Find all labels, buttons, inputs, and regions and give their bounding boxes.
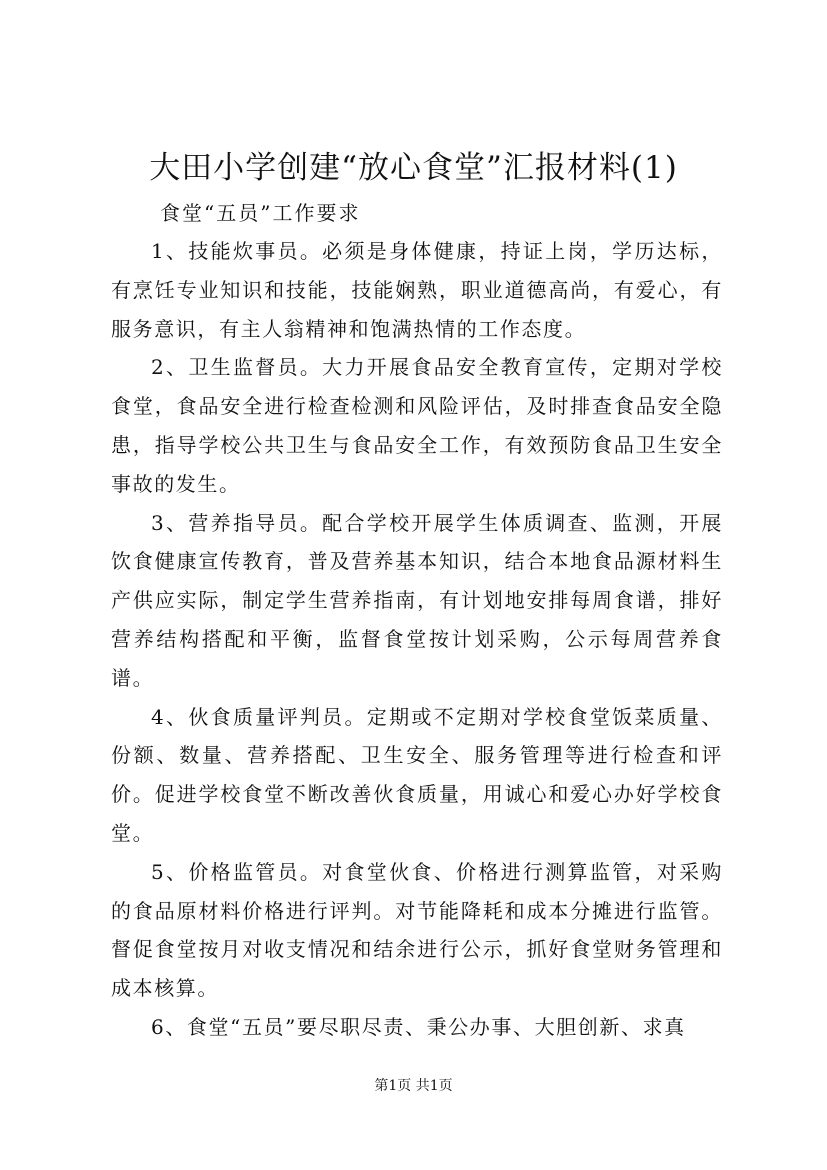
paragraph-6: 6、食堂“五员”要尽职尽责、秉公办事、大胆创新、求真 [151, 1014, 686, 1039]
page-number-footer: 第1页 共1页 [374, 1078, 453, 1094]
paragraph-4: 4、伙食质量评判员。定期或不定期对学校食堂饭菜质量、份额、数量、营养搭配、卫生安全、服务管理等进行检查和评价。促进学校食堂不断改善伙食质量，用诚心和爱心办好学校食堂。 [111, 704, 723, 845]
document-title: 大田小学创建“放心食堂”汇报材料(1) [149, 150, 678, 186]
document-subtitle: 食堂“五员”工作要求 [160, 201, 361, 225]
paragraph-1: 1、技能炊事员。必须是身体健康，持证上岗，学历达标，有烹饪专业知识和技能，技能娴熟，职业道德高尚，有爱心，有服务意识，有主人翁精神和饱满热情的工作态度。 [111, 239, 723, 341]
paragraph-3: 3、营养指导员。配合学校开展学生体质调查、监测，开展饮食健康宣传教育，普及营养基本知识，结合本地食品源材料生产供应实际，制定学生营养指南，有计划地安排每周食谱，排好营养结构搭配和平衡，监督食堂按计划采购，公示每周营养食谱。 [111, 510, 723, 690]
paragraph-5: 5、价格监管员。对食堂伙食、价格进行测算监管，对采购的食品原材料价格进行评判。对节能降耗和成本分摊进行监管。督促食堂按月对收支情况和结余进行公示，抓好食堂财务管理和成本核算。 [111, 859, 723, 1001]
document-body [111, 232, 723, 1047]
paragraph-2: 2、卫生监督员。大力开展食品安全教育宣传，定期对学校食堂，食品安全进行检查检测和风险评估，及时排查食品安全隐患，指导学校公共卫生与食品安全工作，有效预防食品卫生安全事故的发生。 [111, 355, 723, 496]
